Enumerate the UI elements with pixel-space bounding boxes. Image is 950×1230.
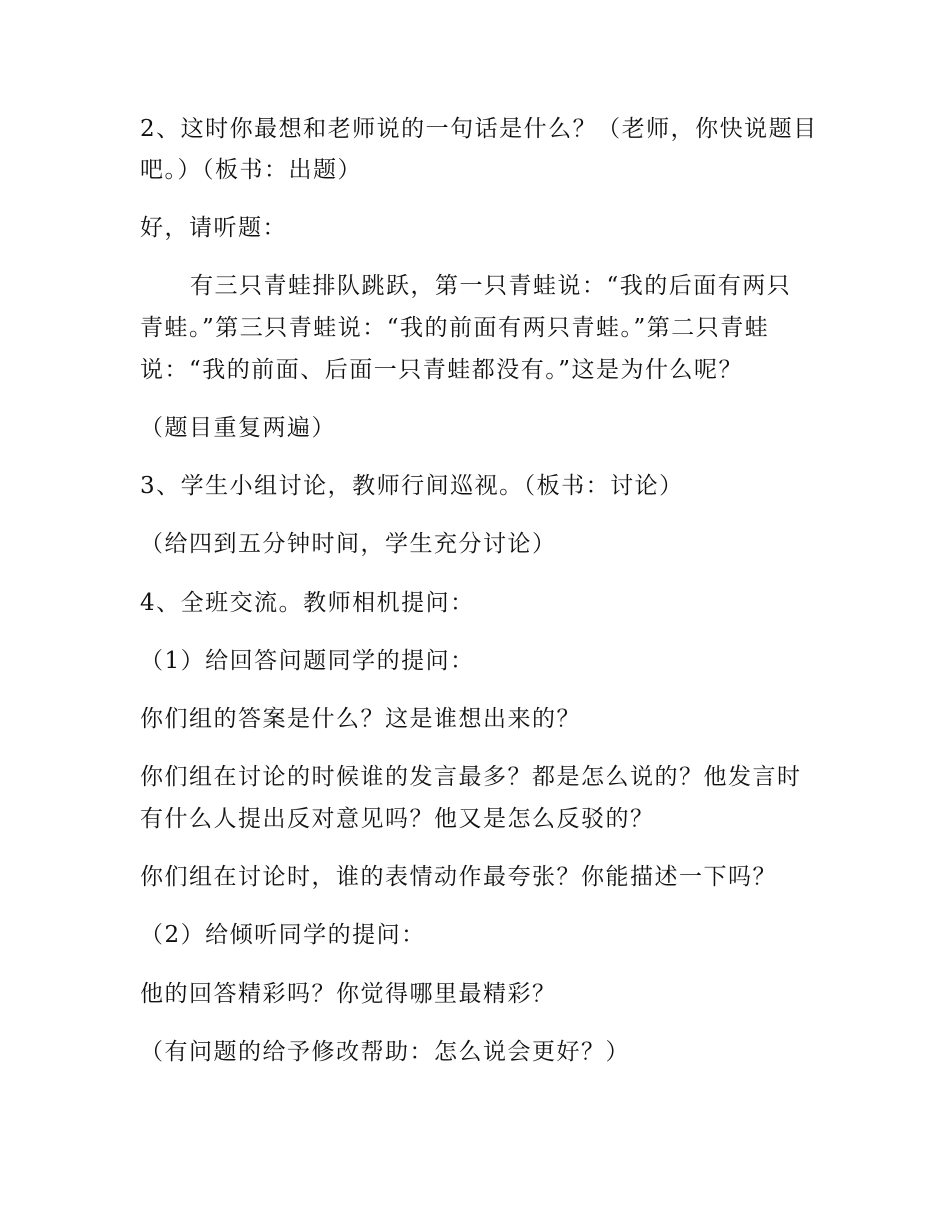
paragraph-line: 好，请听题：	[140, 215, 287, 241]
paragraph-line: 4、全班交流。教师相机提问：	[140, 590, 475, 616]
paragraph-line: （2）给倾听同学的提问：	[140, 922, 426, 948]
paragraph-line: 有什么人提出反对意见吗？他又是怎么反驳的？	[140, 806, 655, 832]
paragraph-line: 有三只青蛙排队跳跃，第一只青蛙说：“我的后面有两只	[190, 273, 792, 299]
paragraph-line: 你们组在讨论的时候谁的发言最多？都是怎么说的？他发言时	[140, 764, 802, 790]
paragraph-line: 你们组的答案是什么？这是谁想出来的？	[140, 706, 581, 732]
paragraph-line: （1）给回答问题同学的提问：	[140, 648, 475, 674]
paragraph-line: 他的回答精彩吗？你觉得哪里最精彩？	[140, 981, 557, 1007]
paragraph-line: 3、学生小组讨论，教师行间巡视。（板书：讨论）	[140, 473, 684, 499]
paragraph-line: 青蛙。”第三只青蛙说：“我的前面有两只青蛙。”第二只青蛙	[140, 315, 770, 341]
paragraph-line: （给四到五分钟时间，学生充分讨论）	[140, 531, 557, 557]
paragraph-line: （有问题的给予修改帮助：怎么说会更好？）	[140, 1039, 630, 1065]
paragraph-line: 2、这时你最想和老师说的一句话是什么？（老师，你快说题目	[140, 116, 818, 142]
paragraph-line: 你们组在讨论时，谁的表情动作最夸张？你能描述一下吗？	[140, 864, 777, 890]
paragraph-line: 吧。）（板书：出题）	[140, 157, 362, 183]
paragraph-line: 说：“我的前面、后面一只青蛙都没有。”这是为什么呢？	[140, 357, 744, 383]
paragraph-line: （题目重复两遍）	[140, 415, 336, 441]
